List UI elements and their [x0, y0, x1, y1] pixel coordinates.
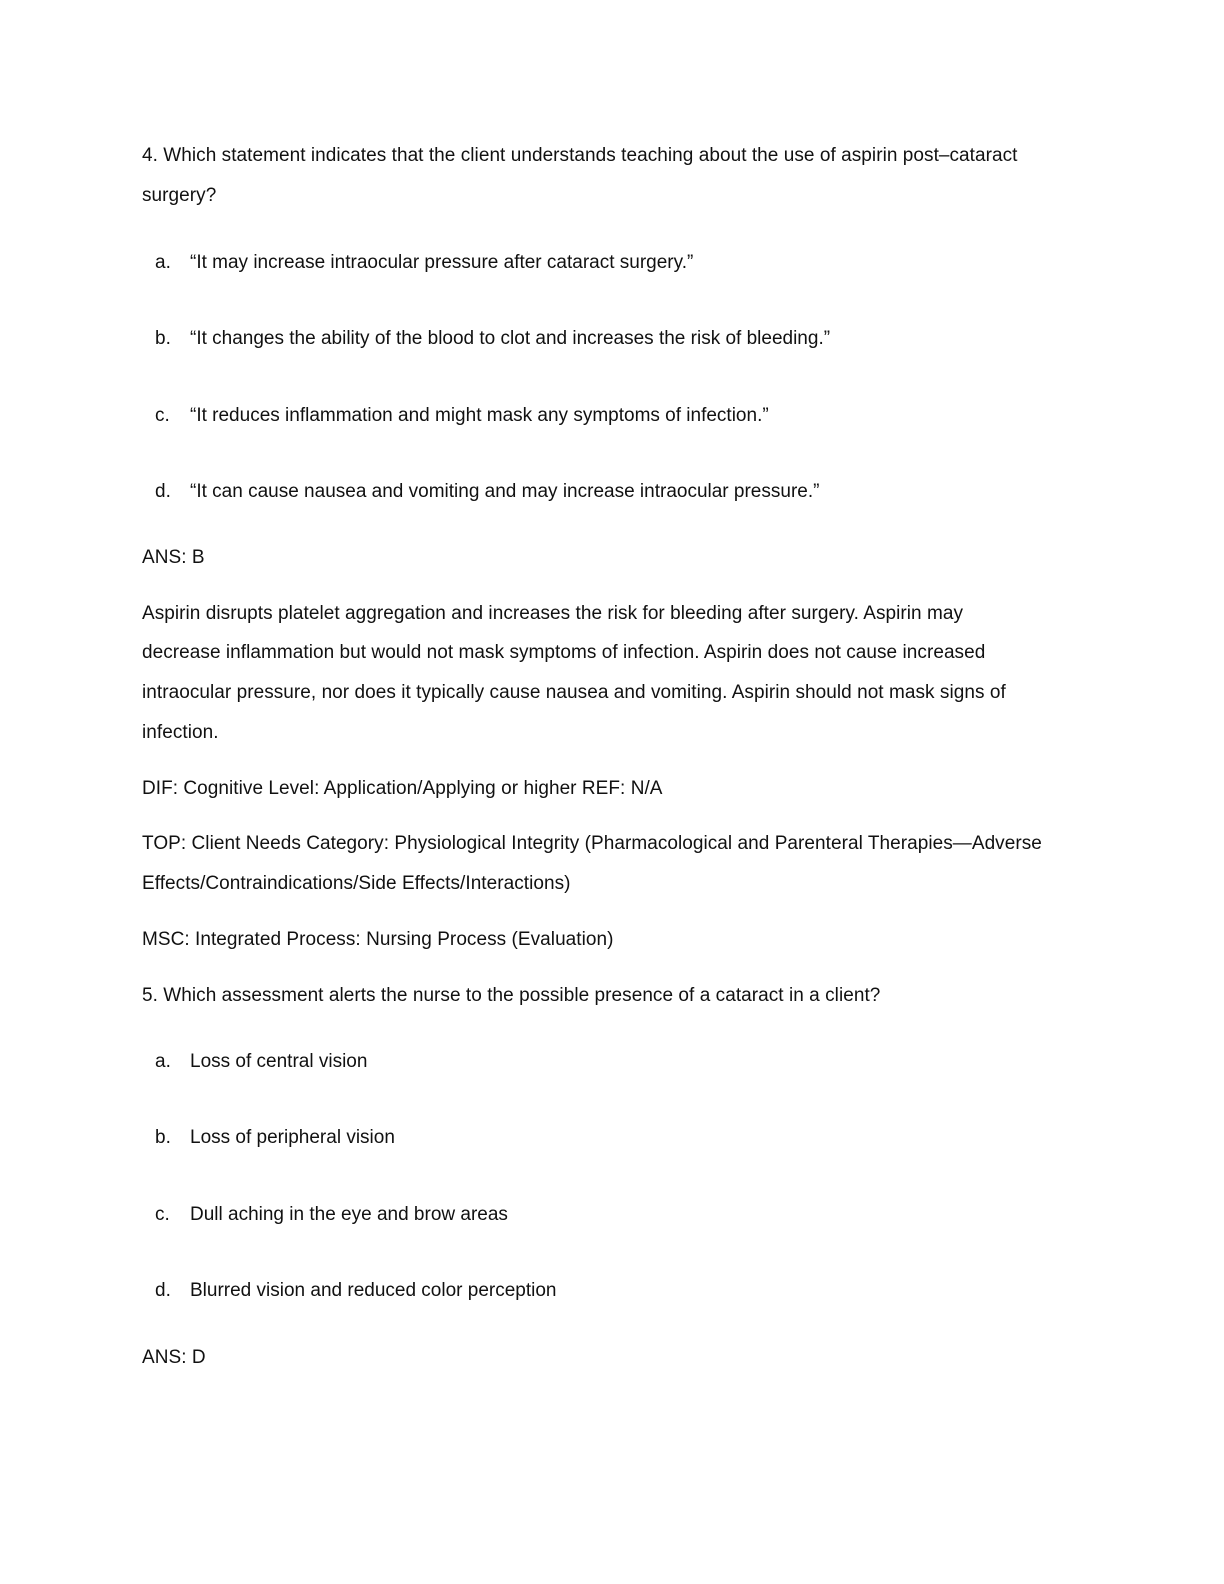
question-4-rationale-line-2: decrease inflammation but would not mask symptoms of infection. Aspirin does not cause increased	[142, 642, 986, 663]
question-4-stem-line-1: 4. Which statement indicates that the client understands teaching about the use of aspirin post–cataract	[142, 145, 1018, 166]
question-5-option-c-letter: c.	[155, 1204, 170, 1225]
question-4-rationale-line-4: infection.	[142, 722, 219, 743]
question-4-top-line-1: TOP: Client Needs Category: Physiological Integrity (Pharmacological and Parenteral Therapies—Adverse	[142, 833, 1042, 854]
question-4-stem-line-2: surgery?	[142, 185, 217, 206]
question-4-option-d-text: “It can cause nausea and vomiting and may increase intraocular pressure.”	[190, 481, 820, 502]
question-4-option-d-letter: d.	[155, 481, 171, 502]
question-5-option-d-letter: d.	[155, 1280, 171, 1301]
question-4-msc: MSC: Integrated Process: Nursing Process (Evaluation)	[142, 929, 614, 950]
question-4-option-b-text: “It changes the ability of the blood to clot and increases the risk of bleeding.”	[190, 328, 831, 349]
question-5-option-b-text: Loss of peripheral vision	[190, 1127, 395, 1148]
question-5-option-c-text: Dull aching in the eye and brow areas	[190, 1204, 508, 1225]
question-5-option-d-text: Blurred vision and reduced color perception	[190, 1280, 557, 1301]
question-4-option-c-text: “It reduces inflammation and might mask any symptoms of infection.”	[190, 405, 769, 426]
question-4-option-a-text: “It may increase intraocular pressure after cataract surgery.”	[190, 252, 694, 273]
question-4-rationale-line-1: Aspirin disrupts platelet aggregation and increases the risk for bleeding after surgery. Aspirin may	[142, 603, 964, 624]
question-4-rationale-line-3: intraocular pressure, nor does it typically cause nausea and vomiting. Aspirin should not mask signs of	[142, 682, 1006, 703]
question-4-answer: ANS: B	[142, 547, 205, 568]
question-5-stem: 5. Which assessment alerts the nurse to the possible presence of a cataract in a client?	[142, 985, 881, 1006]
question-5-option-a-text: Loss of central vision	[190, 1051, 368, 1072]
question-4-option-a-letter: a.	[155, 252, 171, 273]
question-5-option-a-letter: a.	[155, 1051, 171, 1072]
question-5-answer: ANS: D	[142, 1347, 206, 1368]
question-4-option-b-letter: b.	[155, 328, 171, 349]
question-4-dif: DIF: Cognitive Level: Application/Applying or higher REF: N/A	[142, 778, 663, 799]
question-4-top-line-2: Effects/Contraindications/Side Effects/Interactions)	[142, 873, 571, 894]
question-5-option-b-letter: b.	[155, 1127, 171, 1148]
question-4-option-c-letter: c.	[155, 405, 170, 426]
